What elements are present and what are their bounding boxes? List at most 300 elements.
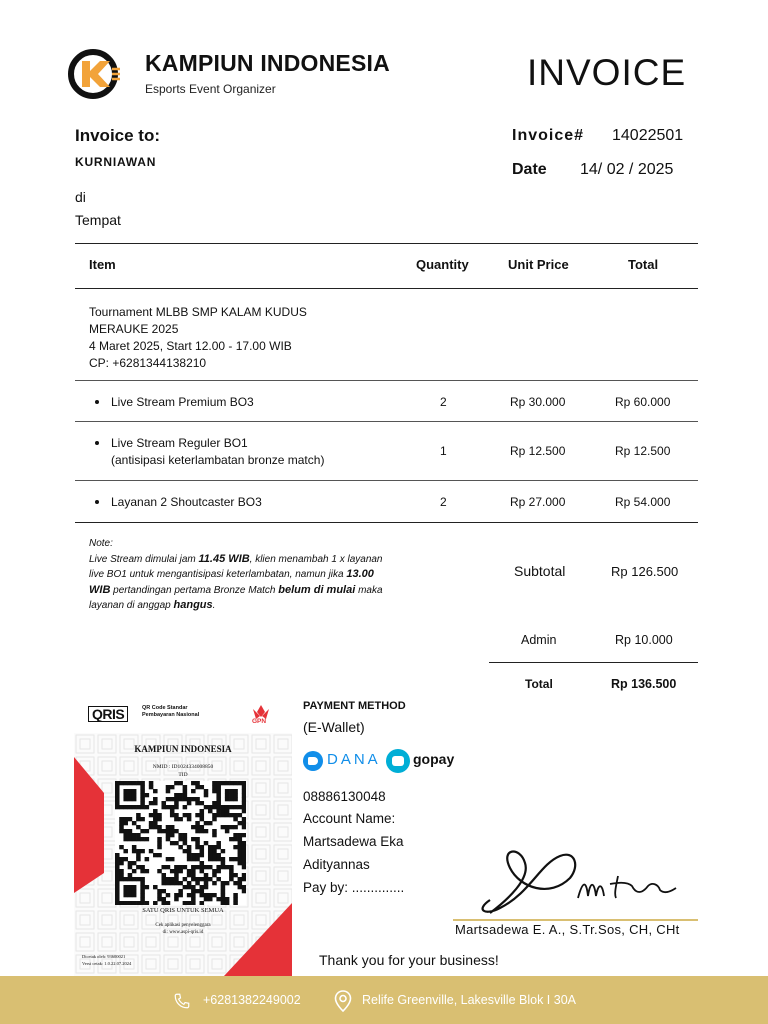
invoice-date: 14/ 02 / 2025 (580, 161, 674, 178)
qr-module (212, 781, 217, 785)
qr-module (242, 781, 246, 785)
qr-module (238, 857, 243, 861)
table-row-item: Live Stream Reguler BO1 (111, 436, 248, 450)
qr-module (115, 873, 120, 877)
account-name-line1: Martsadewa Eka (303, 834, 404, 849)
qr-module (238, 849, 243, 853)
qr-module (216, 865, 221, 869)
qr-module (216, 801, 221, 805)
bullet-icon (95, 441, 99, 445)
qr-module (123, 877, 128, 881)
table-row-total: Rp 54.000 (615, 495, 671, 509)
qr-module (225, 901, 230, 905)
qr-module (174, 793, 179, 797)
qr-module (208, 857, 213, 861)
qr-module (119, 817, 124, 821)
client-name: KURNIAWAN (75, 155, 157, 169)
qr-module (221, 889, 226, 893)
qr-module (174, 865, 179, 869)
qr-module (208, 805, 213, 809)
qr-module (145, 869, 150, 873)
qr-module (166, 877, 171, 881)
qr-module (123, 793, 128, 797)
qr-module (157, 837, 162, 841)
qr-module (242, 885, 246, 889)
qr-module (115, 865, 120, 869)
qr-module (187, 885, 192, 889)
qr-module (238, 841, 243, 845)
qr-module (123, 885, 128, 889)
qr-module (229, 873, 234, 877)
qr-module (140, 817, 145, 821)
qr-module (145, 805, 150, 809)
qr-module (195, 797, 200, 801)
qr-module (229, 797, 234, 801)
qr-module (233, 797, 238, 801)
qr-module (221, 809, 226, 813)
column-header-item: Item (89, 257, 116, 272)
table-row-total: Rp 60.000 (615, 395, 671, 409)
table-top-divider (75, 243, 698, 244)
payment-type: (E-Wallet) (303, 719, 365, 735)
event-contact: CP: +6281344138210 (89, 356, 207, 370)
qr-module (216, 877, 221, 881)
qr-module (119, 821, 124, 825)
payment-phone: 08886130048 (303, 789, 386, 804)
qr-module (191, 781, 196, 785)
qr-module (128, 865, 133, 869)
qr-module (140, 829, 145, 833)
qr-module (204, 881, 209, 885)
qris-version: Versi cetak: 1.0.22.07.2024 (82, 961, 132, 966)
qr-module (238, 781, 243, 785)
qr-module (195, 841, 200, 845)
bullet-icon (95, 400, 99, 404)
qr-module (242, 793, 246, 797)
qr-module (204, 841, 209, 845)
qr-module (170, 877, 175, 881)
qr-module (238, 877, 243, 881)
qr-module (233, 845, 238, 849)
qr-module (174, 781, 179, 785)
qr-module (153, 809, 158, 813)
qr-module (119, 873, 124, 877)
qr-module (178, 793, 183, 797)
qr-module (212, 789, 217, 793)
qr-module (216, 785, 221, 789)
qr-module (200, 829, 205, 833)
qr-module (157, 825, 162, 829)
table-bottom-divider (75, 522, 698, 523)
qr-module (183, 833, 188, 837)
invoice-number-label: Invoice# (512, 127, 585, 144)
qr-module (123, 817, 128, 821)
qr-module (149, 781, 154, 785)
qr-module (187, 869, 192, 873)
qr-module (233, 805, 238, 809)
qr-module (119, 781, 124, 785)
qr-module (140, 789, 145, 793)
qr-module (149, 821, 154, 825)
qr-module (128, 789, 133, 793)
qr-module (221, 805, 226, 809)
qr-module (187, 901, 192, 905)
qr-module (208, 821, 213, 825)
qr-module (233, 837, 238, 841)
qr-module (157, 845, 162, 849)
qr-module (233, 817, 238, 821)
header-divider (75, 288, 698, 289)
qr-module (166, 901, 171, 905)
qr-module (149, 825, 154, 829)
qr-module (229, 781, 234, 785)
qr-module (242, 817, 246, 821)
qr-module (216, 853, 221, 857)
qr-module (115, 797, 120, 801)
qr-module (123, 889, 128, 893)
qr-module (115, 885, 120, 889)
qr-module (204, 805, 209, 809)
qr-module (204, 865, 209, 869)
qr-module (233, 901, 238, 905)
location-pin-icon (334, 990, 352, 1012)
qr-module (132, 849, 137, 853)
qr-module (208, 877, 213, 881)
qr-module (132, 877, 137, 881)
qr-module (200, 825, 205, 829)
qris-standard-line2: Pembayaran Nasional (142, 712, 200, 718)
qr-module (216, 781, 221, 785)
qr-module (140, 901, 145, 905)
qr-module (208, 853, 213, 857)
qr-module (216, 793, 221, 797)
qr-module (136, 877, 141, 881)
qr-module (238, 837, 243, 841)
qr-module (115, 877, 120, 881)
table-row-qty: 1 (440, 444, 447, 458)
qr-module (153, 825, 158, 829)
qr-module (191, 797, 196, 801)
qr-module (212, 785, 217, 789)
qr-module (183, 885, 188, 889)
qr-module (195, 785, 200, 789)
qr-module (216, 805, 221, 809)
total-label: Total (525, 677, 553, 691)
qris-nmid: NMID : ID1024334008850 (152, 764, 214, 770)
date-label: Date (512, 161, 547, 178)
qr-module (242, 785, 246, 789)
qr-module (187, 893, 192, 897)
qr-module (123, 893, 128, 897)
qr-module (187, 857, 192, 861)
qr-module (216, 797, 221, 801)
qr-module (123, 821, 128, 825)
phone-icon (173, 992, 191, 1010)
qr-module (149, 785, 154, 789)
qr-module (183, 841, 188, 845)
qr-module (140, 877, 145, 881)
qr-module (123, 797, 128, 801)
qr-module (166, 797, 171, 801)
qr-module (166, 805, 171, 809)
qr-module (174, 797, 179, 801)
qr-module (174, 877, 179, 881)
qr-module (221, 881, 226, 885)
qr-module (132, 805, 137, 809)
qr-module (128, 817, 133, 821)
qr-module (229, 789, 234, 793)
qr-module (195, 865, 200, 869)
qr-module (191, 893, 196, 897)
qr-module (115, 881, 120, 885)
qr-module (242, 789, 246, 793)
qr-module (136, 805, 141, 809)
qr-module (153, 789, 158, 793)
qr-module (145, 793, 150, 797)
qr-module (233, 857, 238, 861)
qris-merchant-name: KAMPIUN INDONESIA (134, 744, 232, 754)
qr-module (216, 809, 221, 813)
account-name-label: Account Name: (303, 811, 396, 826)
qr-module (128, 893, 133, 897)
invoice-to-label: Invoice to: (75, 126, 161, 145)
qr-module (221, 885, 226, 889)
qr-module (128, 885, 133, 889)
qr-module (238, 881, 243, 885)
qr-module (221, 861, 226, 865)
qr-module (229, 857, 234, 861)
qr-module (123, 833, 128, 837)
qr-module (145, 857, 150, 861)
note-text: pertandingan pertama Bronze Match (110, 584, 279, 596)
qr-module (221, 849, 226, 853)
row-divider (75, 380, 698, 381)
qr-module (132, 821, 137, 825)
qr-module (212, 845, 217, 849)
qr-module (136, 853, 141, 857)
qr-module (132, 889, 137, 893)
qr-module (183, 789, 188, 793)
qr-module (216, 789, 221, 793)
qr-module (242, 877, 246, 881)
qr-module (178, 881, 183, 885)
footer-address: Relife Greenville, Lakesville Blok I 30A (362, 993, 576, 1007)
qr-module (195, 801, 200, 805)
qr-module (200, 865, 205, 869)
qr-module (136, 865, 141, 869)
qr-module (153, 797, 158, 801)
qr-module (225, 825, 230, 829)
qr-module (212, 805, 217, 809)
qr-module (208, 845, 213, 849)
qr-module (140, 865, 145, 869)
qr-module (242, 889, 246, 893)
qr-module (216, 857, 221, 861)
qr-module (161, 889, 166, 893)
qris-standard-text (142, 705, 199, 719)
qr-module (200, 853, 205, 857)
qr-module (140, 885, 145, 889)
qr-module (132, 781, 137, 785)
company-name: KAMPIUN INDONESIA (145, 50, 390, 76)
qr-module (212, 873, 217, 877)
qr-module (132, 837, 137, 841)
qr-module (229, 837, 234, 841)
qr-module (166, 837, 171, 841)
qr-module (233, 789, 238, 793)
qr-module (157, 813, 162, 817)
qr-module (200, 893, 205, 897)
admin-label: Admin (521, 633, 557, 647)
qr-module (132, 901, 137, 905)
qr-module (161, 877, 166, 881)
qr-module (140, 793, 145, 797)
qr-module (166, 865, 171, 869)
qr-module (191, 853, 196, 857)
qr-module (200, 849, 205, 853)
qr-module (229, 877, 234, 881)
qr-module (195, 813, 200, 817)
event-description (89, 304, 389, 372)
qr-module (115, 893, 120, 897)
qr-module (166, 857, 171, 861)
qr-module (174, 881, 179, 885)
qr-module (242, 861, 246, 865)
total-value: Rp 136.500 (611, 677, 677, 691)
qr-module (115, 861, 120, 865)
qr-module (161, 805, 166, 809)
qr-module (178, 869, 183, 873)
qr-module (208, 809, 213, 813)
qr-module (204, 789, 209, 793)
qr-module (161, 865, 166, 869)
table-row-item: Live Stream Premium BO3 (111, 395, 254, 409)
qr-module (242, 797, 246, 801)
bullet-icon (95, 500, 99, 504)
qr-module (123, 837, 128, 841)
qr-module (233, 881, 238, 885)
note-emphasis: 11.45 WIB (198, 552, 250, 565)
qr-module (128, 833, 133, 837)
qr-module (229, 865, 234, 869)
qr-module (157, 889, 162, 893)
qr-module (170, 857, 175, 861)
qr-module (136, 813, 141, 817)
qr-module (132, 869, 137, 873)
qr-module (174, 869, 179, 873)
qr-module (191, 873, 196, 877)
qr-module (128, 889, 133, 893)
qr-module (204, 877, 209, 881)
qr-module (123, 857, 128, 861)
qr-module (195, 853, 200, 857)
qr-module (238, 853, 243, 857)
qr-module (242, 853, 246, 857)
qr-module (157, 869, 162, 873)
thank-you-message: Thank you for your business! (319, 952, 499, 968)
qr-module (183, 837, 188, 841)
qr-module (170, 825, 175, 829)
qr-module (115, 793, 120, 797)
qr-module (161, 873, 166, 877)
qr-module (145, 829, 150, 833)
qr-module (212, 817, 217, 821)
qr-module (115, 853, 120, 857)
qr-module (170, 869, 175, 873)
table-row-total: Rp 12.500 (615, 444, 671, 458)
qr-module (221, 813, 226, 817)
qr-module (145, 901, 150, 905)
qr-module (119, 861, 124, 865)
table-row-item: Layanan 2 Shoutcaster BO3 (111, 495, 262, 509)
qr-module (174, 805, 179, 809)
qr-module (225, 781, 230, 785)
qr-module (123, 901, 128, 905)
qr-module (136, 817, 141, 821)
qr-module (233, 793, 238, 797)
qr-module (195, 881, 200, 885)
qr-module (166, 881, 171, 885)
company-logo-icon (68, 47, 122, 101)
qr-module (119, 805, 124, 809)
qr-module (145, 885, 150, 889)
qr-module (238, 845, 243, 849)
qr-module (128, 781, 133, 785)
qr-module (191, 877, 196, 881)
qr-module (153, 853, 158, 857)
qr-module (233, 897, 238, 901)
qr-module (221, 781, 226, 785)
qr-module (128, 837, 133, 841)
qr-module (153, 821, 158, 825)
qr-module (132, 885, 137, 889)
qr-module (242, 821, 246, 825)
qr-module (128, 793, 133, 797)
qr-module (187, 813, 192, 817)
qr-module (216, 845, 221, 849)
qr-module (238, 805, 243, 809)
table-row-qty: 2 (440, 495, 447, 509)
qr-module (157, 817, 162, 821)
qr-module (233, 825, 238, 829)
qr-module (128, 877, 133, 881)
qr-module (183, 849, 188, 853)
qr-module (191, 789, 196, 793)
qr-module (200, 885, 205, 889)
qr-module (115, 801, 120, 805)
qr-module (132, 833, 137, 837)
qr-module (153, 885, 158, 889)
note-emphasis: hangus (173, 599, 213, 611)
event-title-line2: MERAUKE 2025 (89, 322, 179, 336)
qr-module (174, 841, 179, 845)
qr-module (140, 897, 145, 901)
note-emphasis: 13.00 WIB (89, 568, 374, 596)
qr-module (161, 881, 166, 885)
qr-module (170, 881, 175, 885)
qris-printed-by: Dicetak oleh: 93600021 (82, 954, 126, 959)
qr-module (170, 813, 175, 817)
qr-module (238, 833, 243, 837)
qr-module (132, 861, 137, 865)
qr-module (208, 897, 213, 901)
qr-module (166, 789, 171, 793)
qr-module (166, 833, 171, 837)
qr-module (170, 829, 175, 833)
qr-module (174, 897, 179, 901)
qr-module (225, 813, 230, 817)
qr-module (178, 817, 183, 821)
